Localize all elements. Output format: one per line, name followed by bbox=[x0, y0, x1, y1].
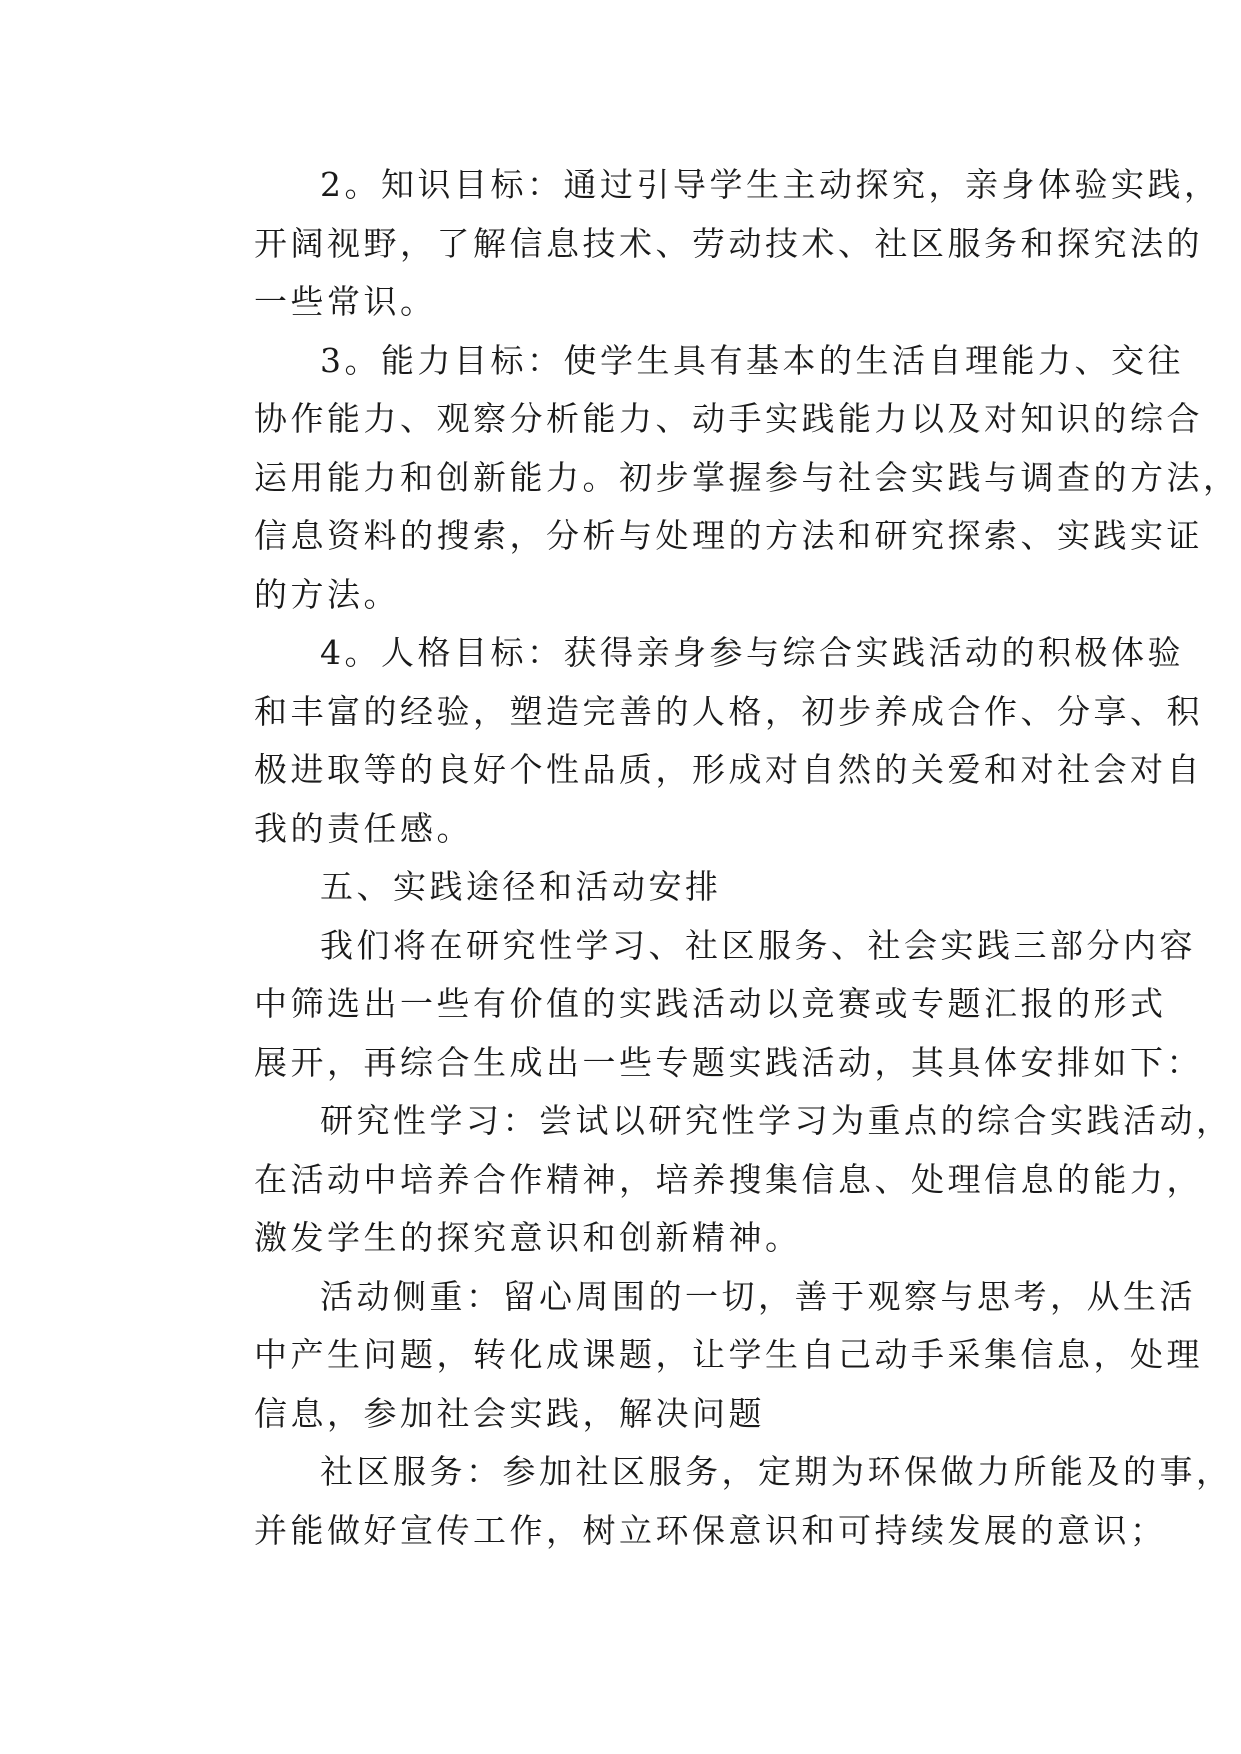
text-line: 中筛选出一些有价值的实践活动以竞赛或专题汇报的形式 bbox=[254, 984, 1167, 1023]
text-line: 中产生问题，转化成课题，让学生自己动手采集信息，处理 bbox=[254, 1335, 1203, 1374]
paragraph-community-service bbox=[188, 1443, 1233, 1560]
text-line: 极进取等的良好个性品质，形成对自然的关爱和对社会对自 bbox=[254, 750, 1203, 789]
text-line: 活动侧重：留心周围的一切，善于观察与思考，从生活 bbox=[320, 1276, 1196, 1316]
text-line: 社区服务：参加社区服务，定期为环保做力所能及的事， bbox=[320, 1452, 1233, 1491]
text-line: 4。人格目标：获得亲身参与综合实践活动的积极体验 bbox=[320, 633, 1184, 672]
text-line: 信息，参加社会实践，解决问题 bbox=[254, 1393, 765, 1433]
text-line: 并能做好宣传工作，树立环保意识和可持续发展的意识； bbox=[254, 1510, 1167, 1550]
paragraph-ability-goal bbox=[188, 332, 1240, 625]
text-line: 运用能力和创新能力。初步掌握参与社会实践与调查的方法， bbox=[254, 457, 1240, 497]
text-line: 激发学生的探究意识和创新精神。 bbox=[254, 1218, 802, 1257]
text-line: 2。知识目标：通过引导学生主动探究，亲身体验实践， bbox=[320, 165, 1221, 204]
document-body bbox=[188, 156, 1240, 1560]
text-line: 在活动中培养合作精神，培养搜集信息、处理信息的能力， bbox=[254, 1159, 1203, 1199]
paragraph-research-learning bbox=[188, 1092, 1233, 1268]
text-line: 3。能力目标：使学生具有基本的生活自理能力、交往 bbox=[320, 340, 1184, 380]
text-line: 的方法。 bbox=[254, 574, 400, 614]
text-line: 一些常识。 bbox=[254, 282, 437, 321]
paragraph-personality-goal bbox=[188, 624, 1203, 858]
text-line: 协作能力、观察分析能力、动手实践能力以及对知识的综合 bbox=[254, 399, 1203, 438]
text-line: 和丰富的经验，塑造完善的人格，初步养成合作、分享、积 bbox=[254, 691, 1203, 731]
section-heading bbox=[188, 858, 1054, 917]
text-line: 我的责任感。 bbox=[254, 808, 473, 848]
text-line: 我们将在研究性学习、社区服务、社会实践三部分内容 bbox=[320, 925, 1196, 965]
text-line: 展开，再综合生成出一些专题实践活动，其具体安排如下： bbox=[254, 1042, 1203, 1082]
section-heading-text: 五、实践途径和活动安排 bbox=[320, 867, 722, 906]
paragraph-activity-focus bbox=[188, 1268, 1203, 1444]
text-line: 开阔视野，了解信息技术、劳动技术、社区服务和探究法的 bbox=[254, 223, 1203, 263]
text-line: 信息资料的搜索，分析与处理的方法和研究探索、实践实证 bbox=[254, 516, 1203, 555]
paragraph-knowledge-goal bbox=[188, 156, 1221, 332]
paragraph-intro bbox=[188, 917, 1203, 1093]
text-line: 研究性学习：尝试以研究性学习为重点的综合实践活动， bbox=[320, 1101, 1233, 1140]
